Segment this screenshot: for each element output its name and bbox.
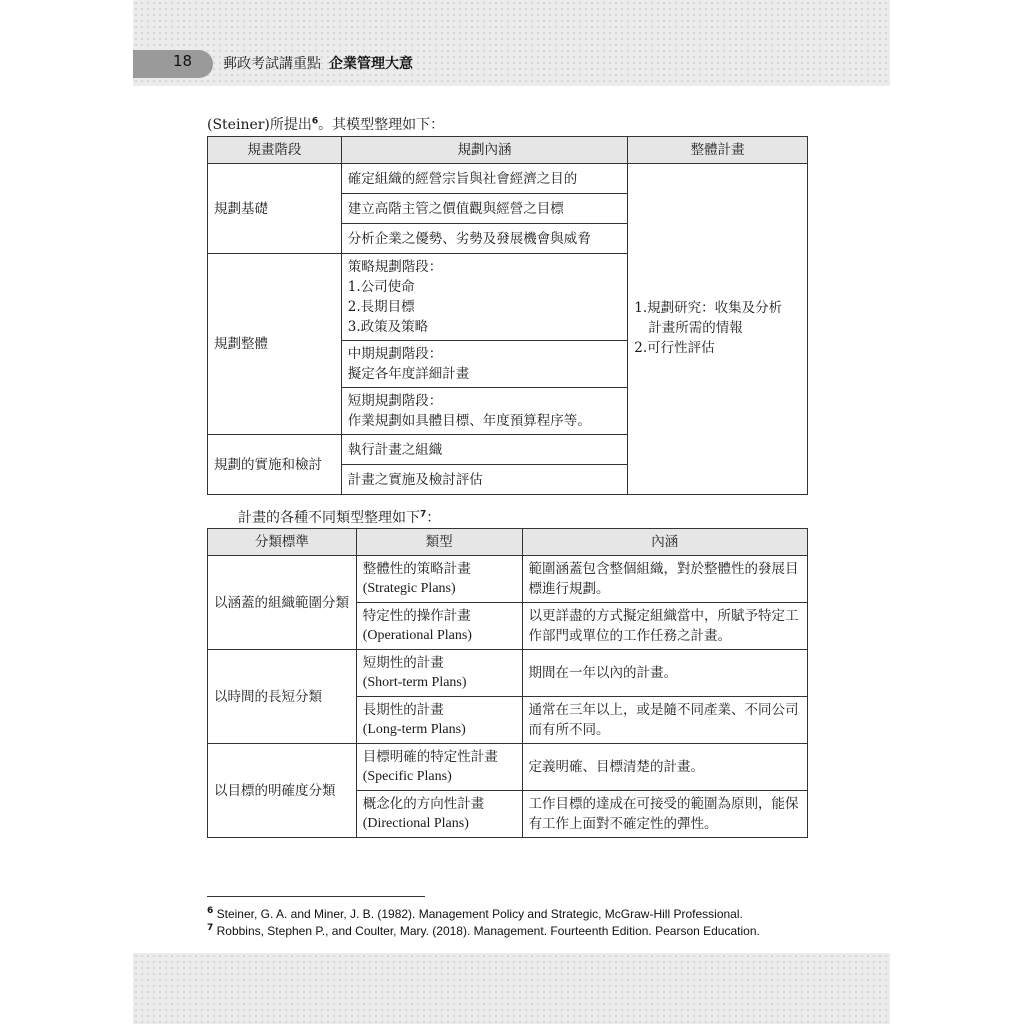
content-cell-shortterm bbox=[341, 388, 628, 435]
subject-title: 企業管理大意 bbox=[329, 56, 413, 72]
type-en: (Strategic Plans) bbox=[362, 581, 456, 596]
type-en: (Operational Plans) bbox=[362, 628, 472, 643]
criterion-scope: 以涵蓋的組織範圍分類 bbox=[208, 556, 357, 650]
overall-plan-cell bbox=[628, 164, 808, 495]
intro-2-text: 計畫的各種不同類型整理如下 bbox=[238, 510, 420, 526]
table-row bbox=[208, 744, 808, 791]
table-row bbox=[208, 556, 808, 603]
table-row bbox=[208, 164, 808, 194]
content-line: 中期規劃階段： bbox=[347, 346, 443, 362]
footnote-divider bbox=[207, 896, 425, 897]
footnote-ref-7: 7 bbox=[420, 509, 427, 520]
header-content: 規劃內涵 bbox=[341, 137, 628, 164]
overall-line-2: 計畫所需的情報 bbox=[648, 320, 743, 336]
intro-2-tail: ： bbox=[426, 510, 441, 526]
content-cell: 計畫之實施及檢討評估 bbox=[341, 465, 628, 495]
intro-1-text: (Steiner)所提出 bbox=[207, 117, 312, 133]
header-type: 類型 bbox=[356, 529, 522, 556]
header-overall: 整體計畫 bbox=[628, 137, 808, 164]
content-line: 1.公司使命 bbox=[347, 279, 415, 295]
type-en: (Short-term Plans) bbox=[362, 675, 467, 690]
type-en: (Specific Plans) bbox=[362, 769, 452, 784]
type-cell bbox=[356, 603, 522, 650]
header-stage: 規畫階段 bbox=[208, 137, 342, 164]
type-cell bbox=[356, 744, 522, 791]
header-criterion: 分類標準 bbox=[208, 529, 357, 556]
content-line: 策略規劃階段： bbox=[347, 259, 443, 275]
footnote-text: Robbins, Stephen P., and Coulter, Mary. (2018). Management. Fourteenth Edition. Pearson Education. bbox=[216, 924, 760, 938]
intro-1-tail: 。其模型整理如下： bbox=[318, 117, 445, 133]
description-cell: 範圍涵蓋包含整個組織，對於整體性的發展目標進行規劃。 bbox=[522, 556, 807, 603]
plan-types-table bbox=[207, 528, 808, 838]
type-cell bbox=[356, 791, 522, 838]
content-cell: 確定組織的經營宗旨與社會經濟之目的 bbox=[341, 164, 628, 194]
content-line: 2.長期目標 bbox=[347, 299, 415, 315]
footnote-mark: 6 bbox=[207, 906, 214, 916]
footnote-6 bbox=[207, 906, 743, 921]
description-cell: 工作目標的達成在可接受的範圍為原則，能保有工作上面對不確定性的彈性。 bbox=[522, 791, 807, 838]
criterion-time: 以時間的長短分類 bbox=[208, 650, 357, 744]
book-title: 郵政考試講重點 bbox=[223, 56, 321, 72]
table-header-row bbox=[208, 529, 808, 556]
content-cell-strategic bbox=[341, 254, 628, 341]
content-cell-midterm bbox=[341, 341, 628, 388]
type-zh: 長期性的計畫 bbox=[362, 702, 444, 718]
description-cell: 期間在一年以內的計畫。 bbox=[522, 650, 807, 697]
header-band bbox=[133, 0, 890, 86]
type-en: (Long-term Plans) bbox=[362, 722, 466, 737]
overall-line-1: 1.規劃研究：收集及分析 bbox=[634, 300, 783, 316]
content-cell: 建立高階主管之價值觀與經營之目標 bbox=[341, 194, 628, 224]
type-en: (Directional Plans) bbox=[362, 816, 469, 831]
description-cell: 以更詳盡的方式擬定組織當中，所賦予特定工作部門或單位的工作任務之計畫。 bbox=[522, 603, 807, 650]
content-cell: 執行計畫之組織 bbox=[341, 435, 628, 465]
stage-implementation: 規劃的實施和檢討 bbox=[208, 435, 342, 495]
content-line: 作業規劃如具體目標、年度預算程序等。 bbox=[347, 413, 591, 429]
content-line: 擬定各年度詳細計畫 bbox=[347, 366, 470, 382]
header-description: 內涵 bbox=[522, 529, 807, 556]
footer-band bbox=[133, 953, 890, 1024]
content-cell: 分析企業之優勢、劣勢及發展機會與威脅 bbox=[341, 224, 628, 254]
type-cell bbox=[356, 650, 522, 697]
table-row bbox=[208, 650, 808, 697]
content-line: 3.政策及策略 bbox=[347, 319, 429, 335]
type-cell bbox=[356, 697, 522, 744]
intro-text-2 bbox=[238, 507, 440, 527]
footnote-mark: 7 bbox=[207, 923, 214, 933]
footnote-7 bbox=[207, 923, 760, 938]
footnote-text: Steiner, G. A. and Miner, J. B. (1982). Management Policy and Strategic, McGraw-Hill Professional. bbox=[216, 907, 743, 921]
planning-model-table bbox=[207, 136, 808, 495]
type-zh: 整體性的策略計畫 bbox=[362, 561, 471, 577]
description-cell: 通常在三年以上，或是隨不同產業、不同公司而有所不同。 bbox=[522, 697, 807, 744]
type-cell bbox=[356, 556, 522, 603]
page bbox=[133, 0, 890, 1024]
type-zh: 概念化的方向性計畫 bbox=[362, 796, 485, 812]
stage-overall-planning: 規劃整體 bbox=[208, 254, 342, 435]
description-cell: 定義明確、目標清楚的計畫。 bbox=[522, 744, 807, 791]
type-zh: 目標明確的特定性計畫 bbox=[362, 749, 498, 765]
intro-text-1 bbox=[207, 114, 444, 134]
content-line: 短期規劃階段： bbox=[347, 393, 443, 409]
table-header-row bbox=[208, 137, 808, 164]
criterion-clarity: 以目標的明確度分類 bbox=[208, 744, 357, 838]
overall-line-3: 2.可行性評估 bbox=[634, 340, 715, 356]
page-number: 18 bbox=[173, 52, 193, 70]
type-zh: 特定性的操作計畫 bbox=[362, 608, 471, 624]
type-zh: 短期性的計畫 bbox=[362, 655, 444, 671]
footnote-ref-6: 6 bbox=[311, 116, 319, 127]
stage-foundation: 規劃基礎 bbox=[208, 164, 342, 254]
